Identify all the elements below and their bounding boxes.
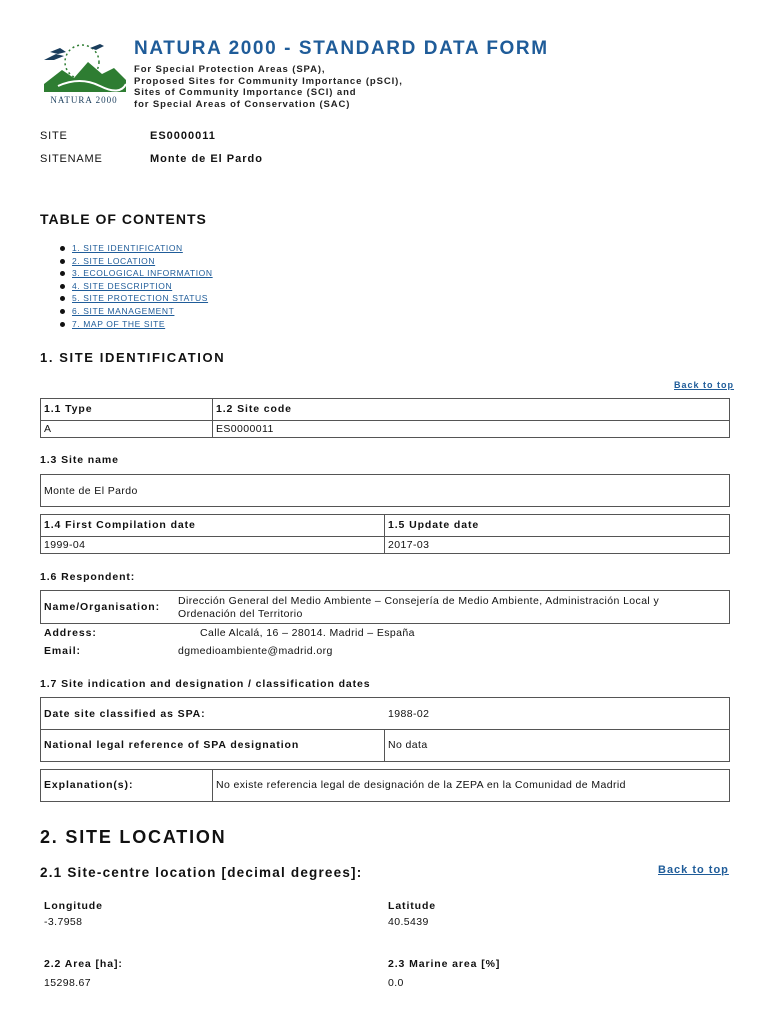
respondent-label: 1.6 Respondent:	[40, 571, 136, 583]
email-value: dgmedioambiente@madrid.org	[178, 645, 333, 657]
type-value: A	[44, 423, 52, 435]
section1-title: 1. SITE IDENTIFICATION	[40, 350, 226, 365]
area-value: 15298.67	[44, 977, 91, 989]
back-to-top-link[interactable]: Back to top	[658, 864, 729, 876]
site-code-value: ES0000011	[216, 423, 274, 435]
toc-item[interactable]: 1. SITE IDENTIFICATION	[58, 242, 213, 255]
marine-area-label: 2.3 Marine area [%]	[388, 958, 501, 970]
toc-item[interactable]: 2. SITE LOCATION	[58, 255, 213, 268]
designation-label: 1.7 Site indication and designation / classification dates	[40, 678, 371, 690]
marine-area-value: 0.0	[388, 977, 404, 989]
page-subtitle: For Special Protection Areas (SPA), Proposed Sites for Community Importance (pSCI), Sites of Community Importance (SCI) and for Special Areas of Conservation (SAC)	[134, 64, 403, 110]
toc-item[interactable]: 4. SITE DESCRIPTION	[58, 280, 213, 293]
page-title: NATURA 2000 - STANDARD DATA FORM	[134, 38, 549, 59]
address-value: Calle Alcalá, 16 – 28014. Madrid – España	[200, 627, 415, 639]
site-label: SITE	[40, 130, 68, 142]
type-label: 1.1 Type	[44, 403, 93, 415]
type-code-table	[40, 398, 730, 438]
toc-title: TABLE OF CONTENTS	[40, 211, 207, 227]
sitename-value: Monte de El Pardo	[150, 153, 263, 165]
address-label: Address:	[44, 627, 97, 639]
first-compilation-label: 1.4 First Compilation date	[44, 519, 196, 531]
area-label: 2.2 Area [ha]:	[44, 958, 123, 970]
site-code-label: 1.2 Site code	[216, 403, 292, 415]
update-date-value: 2017-03	[388, 539, 430, 551]
toc-item[interactable]: 7. MAP OF THE SITE	[58, 318, 213, 331]
back-to-top-link[interactable]: Back to top	[674, 380, 735, 390]
svg-text:NATURA 2000: NATURA 2000	[50, 95, 118, 105]
first-compilation-value: 1999-04	[44, 539, 86, 551]
spa-reference-value: No data	[388, 739, 428, 751]
site-name-label: 1.3 Site name	[40, 454, 119, 466]
toc-item[interactable]: 3. ECOLOGICAL INFORMATION	[58, 267, 213, 280]
site-centre-location-heading: 2.1 Site-centre location [decimal degrees]:	[40, 865, 363, 880]
section2-title: 2. SITE LOCATION	[40, 827, 227, 847]
explanation-label: Explanation(s):	[44, 779, 134, 791]
update-date-label: 1.5 Update date	[388, 519, 480, 531]
site-name-box	[40, 474, 730, 507]
explanation-value: No existe referencia legal de designación de la ZEPA en la Comunidad de Madrid	[216, 779, 626, 791]
organisation-value: Dirección General del Medio Ambiente – Consejería de Medio Ambiente, Administración Local y Ordenación del Territorio	[178, 595, 660, 620]
spa-reference-label: National legal reference of SPA designation	[44, 739, 300, 751]
site-code: ES0000011	[150, 130, 216, 142]
spa-date-label: Date site classified as SPA:	[44, 708, 206, 720]
spa-date-value: 1988-02	[388, 708, 430, 720]
toc-item[interactable]: 6. SITE MANAGEMENT	[58, 305, 213, 318]
latitude-label: Latitude	[388, 900, 437, 912]
table-of-contents	[58, 242, 213, 330]
organisation-label: Name/Organisation:	[44, 601, 160, 613]
latitude-value: 40.5439	[388, 916, 429, 928]
longitude-value: -3.7958	[44, 916, 83, 928]
natura-2000-logo	[40, 40, 128, 106]
site-name-value: Monte de El Pardo	[44, 485, 138, 497]
longitude-label: Longitude	[44, 900, 103, 912]
sitename-label: SITENAME	[40, 153, 103, 165]
toc-item[interactable]: 5. SITE PROTECTION STATUS	[58, 292, 213, 305]
email-label: Email:	[44, 645, 81, 657]
